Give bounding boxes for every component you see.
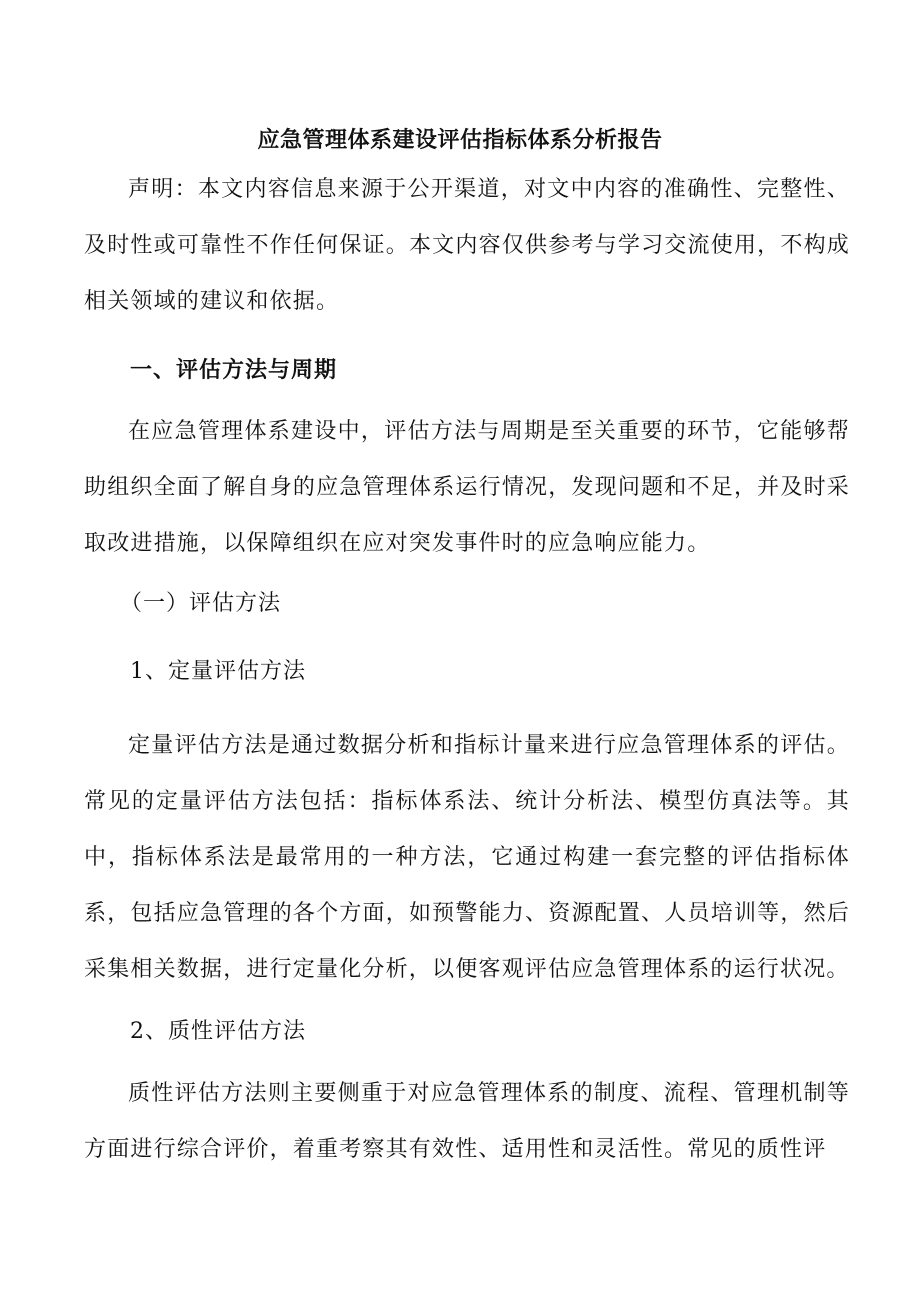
qualitative-method-paragraph: 质性评估方法则主要侧重于对应急管理体系的制度、流程、管理机制等方面进行综合评价，着重考察其有效性、适用性和灵活性。常见的质性评 xyxy=(84,1081,850,1162)
item-heading-qualitative: 2、质性评估方法 xyxy=(130,1019,306,1044)
document-title: 应急管理体系建设评估指标体系分析报告 xyxy=(257,127,663,153)
subsection-heading: （一）评估方法 xyxy=(120,591,282,616)
section-heading: 一、评估方法与周期 xyxy=(130,357,338,383)
quantitative-method-paragraph: 定量评估方法是通过数据分析和指标计量来进行应急管理体系的评估。常见的定量评估方法包括：指标体系法、统计分析法、模型仿真法等。其中，指标体系法是最常用的一种方法，它通过构建一套完整的评估指标体系，包括应急管理的各个方面，如预警能力、资源配置、人员培训等，然后采集相关数据，进行定量化分析，以便客观评估应急管理体系的运行状况。 xyxy=(84,733,850,982)
item-heading-quantitative: 1、定量评估方法 xyxy=(130,659,306,684)
disclaimer-paragraph: 声明：本文内容信息来源于公开渠道，对文中内容的准确性、完整性、及时性或可靠性不作任何保证。本文内容仅供参考与学习交流使用，不构成相关领域的建议和依据。 xyxy=(84,177,850,314)
section-intro-paragraph: 在应急管理体系建设中，评估方法与周期是至关重要的环节，它能够帮助组织全面了解自身的应急管理体系运行情况，发现问题和不足，并及时采取改进措施，以保障组织在应对突发事件时的应急响应能力。 xyxy=(84,419,850,556)
